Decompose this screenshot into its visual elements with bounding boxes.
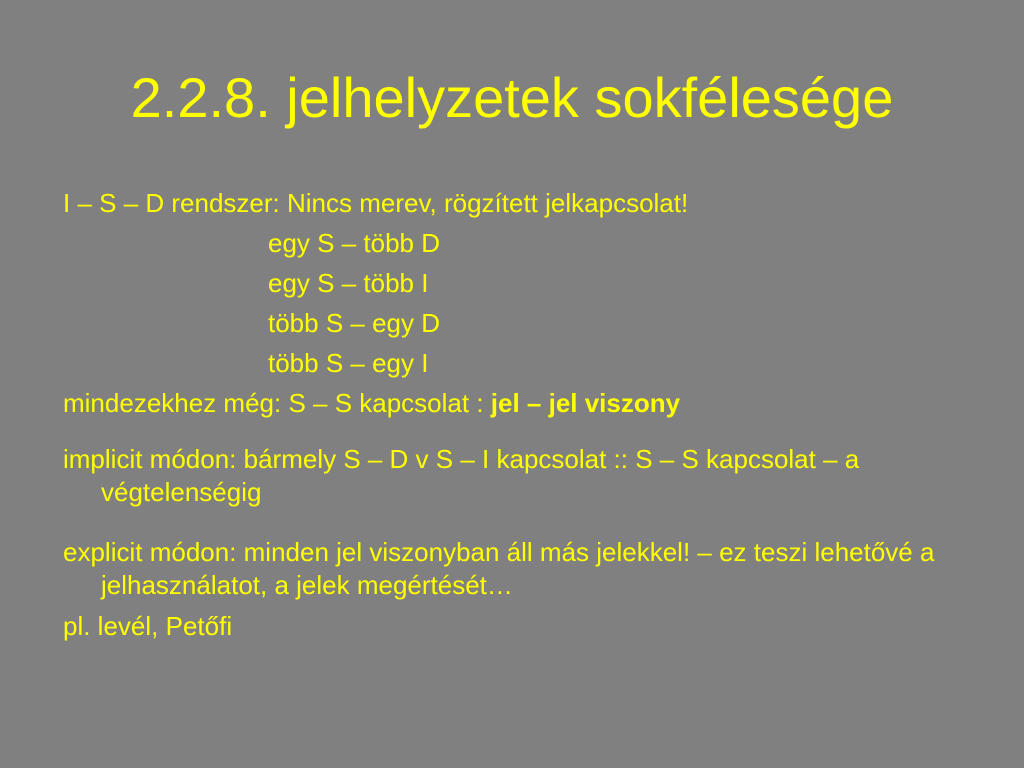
sub-item-4: több S – egy I xyxy=(268,348,429,378)
slide-body xyxy=(63,183,993,643)
example-line: pl. levél, Petőfi xyxy=(63,611,233,641)
sub-item-1: egy S – több D xyxy=(268,228,440,258)
system-statement: I – S – D rendszer: Nincs merev, rögzített jelkapcsolat! xyxy=(63,188,689,218)
jel-viszony-emphasis: jel – jel viszony xyxy=(490,388,681,418)
mindezekhez-line xyxy=(63,383,993,423)
sub-item-3: több S – egy D xyxy=(268,308,440,338)
slide-title: 2.2.8. jelhelyzetek sokfélesége xyxy=(130,66,894,129)
sub-item-2: egy S – több I xyxy=(268,268,429,298)
implicit-paragraph: implicit módon: bármely S – D v S – I kapcsolat :: S – S kapcsolat – a végtelenségig xyxy=(63,444,860,507)
mindezekhez-prefix: mindezekhez még: S – S kapcsolat : xyxy=(63,388,491,418)
explicit-paragraph: explicit módon: minden jel viszonyban áll más jelekkel! – ez teszi lehetővé a jelhasználatot, a jelek megértését… xyxy=(63,537,935,600)
